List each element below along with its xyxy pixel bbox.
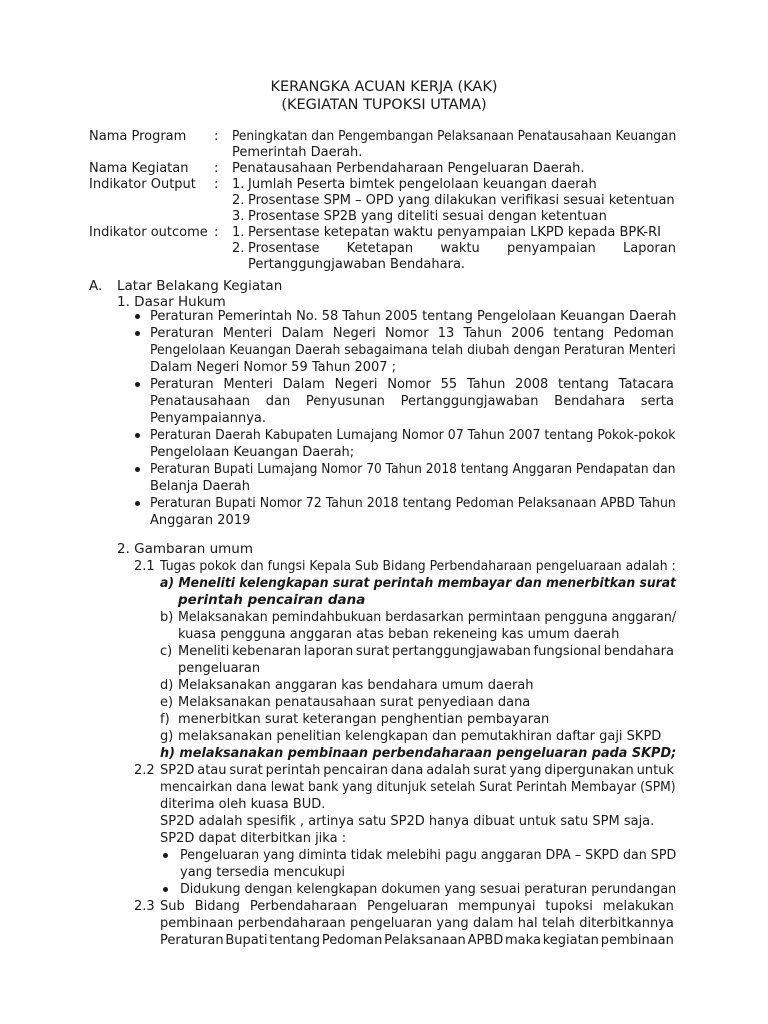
program-value: Peningkatan dan Pengembangan Pelaksanaan Penatausahaan Keuangan (232, 129, 677, 144)
output-item-text: Jumlah Peserta bimtek pengelolaan keuangan daerah (248, 177, 597, 192)
paragraph-number: 2.1 (134, 559, 155, 574)
law-item-cont: Pengelolaan Keuangan Daerah; (150, 445, 355, 460)
subsection-heading: 1. Dasar Hukum (117, 294, 226, 310)
paragraph-text-justified: Sub Bidang Perbendaharaan Pengeluaran mempunyai tupoksi melakukan (160, 899, 674, 914)
document-subtitle: (KEGIATAN TUPOKSI UTAMA) (281, 97, 487, 113)
law-item: Peraturan Pemerintah No. 58 Tahun 2005 tentang Pengelolaan Keuangan Daerah (150, 309, 677, 324)
law-item-cont: Anggaran 2019 (150, 513, 251, 528)
condition-item: Pengeluaran yang diminta tidak melebihi pagu anggaran DPA – SKPD dan SPD (180, 848, 677, 863)
bullet (135, 314, 140, 319)
outcome-item-text-cont: Pertanggungjawaban Bendahara. (248, 257, 466, 272)
condition-item-cont: yang tersedia mencukupi (180, 865, 345, 880)
paragraph-number: 2.3 (134, 899, 155, 914)
section-title: Latar Belakang Kegiatan (117, 278, 283, 294)
kegiatan-value: Penatausahaan Perbendaharaan Pengeluaran Daerah. (232, 161, 585, 176)
bullet (135, 467, 140, 472)
law-item-cont: Pengelolaan Keuangan Daerah sebagaimana telah diubah dengan Peraturan Menteri (150, 343, 676, 358)
paragraph-text-cont: mencairkan dana lewat bank yang ditunjuk setelah Surat Perintah Membayar (SPM) (160, 780, 676, 795)
subsection-heading: 2. Gambaran umum (117, 541, 253, 557)
program-label: Nama Program (89, 129, 187, 144)
duty-item-emphasis-cont: perintah pencairan dana (178, 592, 366, 608)
kegiatan-label: Nama Kegiatan (89, 161, 189, 176)
paragraph-number: 2.2 (134, 763, 155, 778)
output-label: Indikator Output (89, 177, 196, 192)
paragraph-text: Tugas pokok dan fungsi Kepala Sub Bidang Perbendaharaan pengeluaraan adalah : (160, 559, 676, 574)
duty-item-cont: pengeluaran (178, 661, 261, 676)
bullet (135, 433, 140, 438)
duty-item: menerbitkan surat keterangan penghentian pembayaran (178, 712, 550, 727)
outcome-item-num: 1. (232, 225, 245, 240)
duty-item-justified: Meneliti kebenaran laporan surat pertanggungjawaban fungsional bendahara (178, 644, 674, 659)
law-item-cont: Penyampaiannya. (150, 411, 267, 426)
bullet (135, 382, 140, 387)
law-item: Peraturan Bupati Lumajang Nomor 70 Tahun 2018 tentang Anggaran Pendapatan dan (150, 462, 676, 477)
program-value-cont: Pemerintah Daerah. (232, 145, 363, 160)
bullet (163, 887, 168, 892)
paragraph-text-justified: SP2D atau surat perintah pencairan dana adalah surat yang dipergunakan untuk (160, 763, 674, 778)
paragraph-text-justified: Peraturan Bupati tentang Pedoman Pelaksanaan APBD maka kegiatan pembinaan (160, 933, 674, 948)
law-item-cont: Dalam Negeri Nomor 59 Tahun 2007 ; (150, 360, 397, 375)
duty-item: Melaksanakan anggaran kas bendahara umum daerah (178, 678, 534, 693)
kegiatan-colon: : (214, 161, 219, 176)
bullet (135, 501, 140, 506)
duty-item-emphasis: a) Meneliti kelengkapan surat perintah membayar dan menerbitkan surat (160, 575, 677, 591)
law-item: Peraturan Daerah Kabupaten Lumajang Nomor 07 Tahun 2007 tentang Pokok-pokok (150, 428, 676, 443)
output-item-text: Prosentase SPM – OPD yang dilakukan verifikasi sesuai ketentuan (248, 193, 675, 208)
duty-item: melaksanakan penelitian kelengkapan dan pemutakhiran daftar gaji SKPD (178, 729, 662, 744)
output-item-text: Prosentase SP2B yang diteliti sesuai dengan ketentuan (248, 209, 607, 224)
paragraph-text-cont: SP2D adalah spesifik , artinya satu SP2D hanya dibuat untuk satu SPM saja. (160, 814, 655, 829)
outcome-item-text: Persentase ketepatan waktu penyampaian LKPD kepada BPK-RI (248, 225, 661, 240)
outcome-colon: : (214, 225, 219, 240)
bullet (163, 853, 168, 858)
output-item-num: 3. (232, 209, 245, 224)
outcome-item-text-justified: Prosentase Ketetapan waktu penyampaian Laporan (248, 241, 676, 256)
paragraph-text-justified: pembinaan perbendaharaan pengeluaran yang dalam hal telah diterbitkannya (160, 916, 674, 931)
law-item: Peraturan Bupati Nomor 72 Tahun 2018 tentang Pedoman Pelaksanaan APBD Tahun (150, 496, 676, 511)
program-colon: : (214, 129, 219, 144)
duty-label: e) (160, 695, 174, 710)
law-item-justified: Peraturan Menteri Dalam Negeri Nomor 13 Tahun 2006 tentang Pedoman (150, 326, 674, 341)
law-item-justified: Peraturan Menteri Dalam Negeri Nomor 55 Tahun 2008 tentang Tatacara (150, 377, 674, 392)
paragraph-text-cont: SP2D dapat diterbitkan jika : (160, 831, 347, 846)
condition-item: Didukung dengan kelengkapan dokumen yang sesuai peraturan perundangan (180, 882, 677, 897)
law-item-cont: Belanja Daerah (150, 479, 250, 494)
duty-item-emphasis: h) melaksanakan pembinaan perbendaharaan pengeluaran pada SKPD; (160, 745, 677, 761)
paragraph-text-cont: diterima oleh kuasa BUD. (160, 797, 326, 812)
output-colon: : (214, 177, 219, 192)
duty-item-cont: kuasa pengguna anggaran atas beban rekeneing kas umum daerah (178, 627, 620, 642)
outcome-label: Indikator outcome (89, 225, 208, 240)
section-letter: A. (89, 278, 103, 294)
law-item-justified: Penatausahaan dan Penyusunan Pertanggungjawaban Bendahara serta (150, 394, 674, 409)
outcome-item-num: 2. (232, 241, 245, 256)
duty-label: d) (160, 678, 174, 693)
output-item-num: 2. (232, 193, 245, 208)
duty-label: c) (160, 644, 173, 659)
duty-label: g) (160, 729, 174, 744)
bullet (135, 331, 140, 336)
document-title: KERANGKA ACUAN KERJA (KAK) (270, 79, 498, 95)
duty-label: b) (160, 610, 174, 625)
output-item-num: 1. (232, 177, 245, 192)
duty-item: Melaksanakan pemindahbukuan berdasarkan permintaan pengguna anggaran/ (178, 610, 677, 625)
duty-label: f) (160, 712, 170, 727)
duty-item: Melaksanakan penatausahaan surat penyediaan dana (178, 695, 531, 710)
